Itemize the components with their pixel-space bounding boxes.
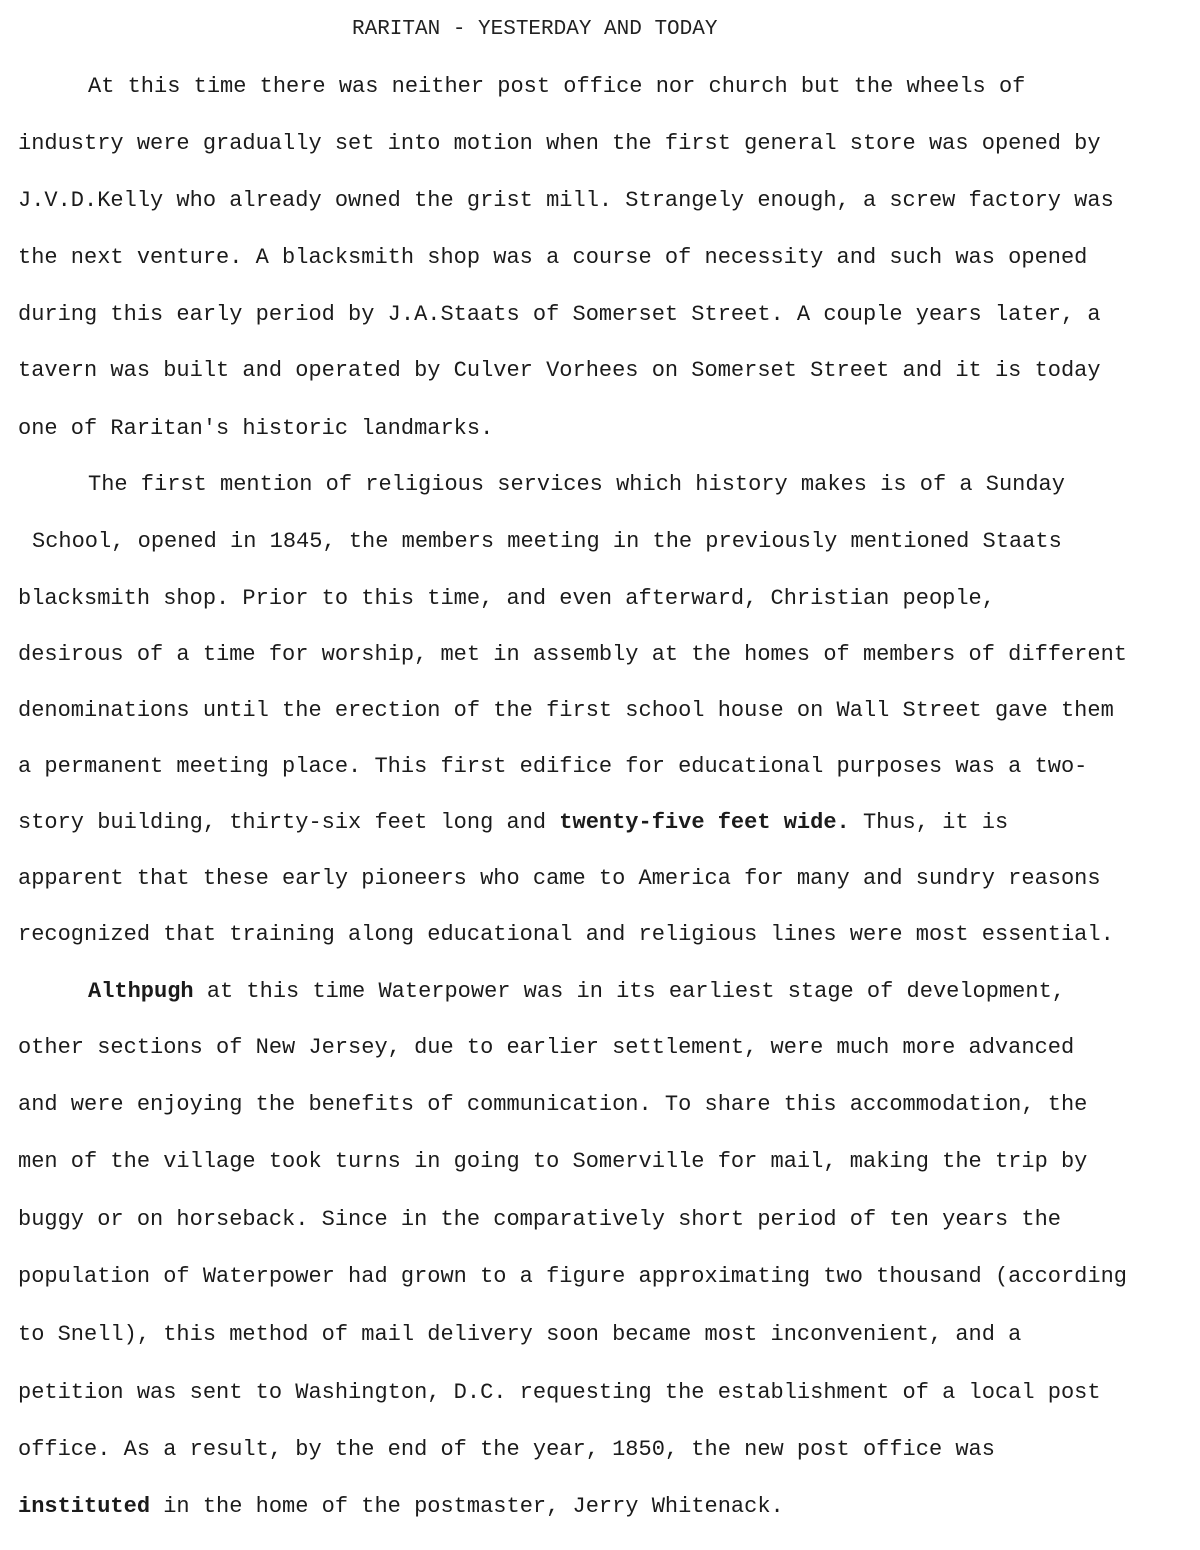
text-line: and were enjoying the benefits of communication. To share this accommodation, the [18,1092,1088,1117]
text-line [18,1492,784,1522]
page-title: RARITAN - YESTERDAY AND TODAY [352,18,718,41]
text-line: other sections of New Jersey, due to earlier settlement, were much more advanced [18,1035,1075,1060]
text-line: office. As a result, by the end of the year, 1850, the new post office was [18,1437,995,1462]
text-segment: story building, thirty-six feet long and [18,810,547,835]
text-line: tavern was built and operated by Culver Vorhees on Somerset Street and it is today [18,358,1101,383]
text-line: the next venture. A blacksmith shop was a course of necessity and such was opened [18,245,1088,270]
text-line: a permanent meeting place. This first edifice for educational purposes was a two- [18,754,1088,779]
text-line: The first mention of religious services which history makes is of a Sunday [88,472,1065,497]
text-line: one of Raritan's historic landmarks. [18,416,494,441]
text-line: School, opened in 1845, the members meeting in the previously mentioned Staats [32,529,1062,554]
text-line: desirous of a time for worship, met in assembly at the homes of members of different [18,642,1127,667]
bold-text-segment: twenty-five feet wide. [559,810,850,835]
text-line: petition was sent to Washington, D.C. requesting the establishment of a local post [18,1380,1101,1405]
text-segment: at this time Waterpower was in its earliest stage of development, [206,979,1065,1004]
text-line: to Snell), this method of mail delivery soon became most inconvenient, and a [18,1322,1022,1347]
text-line: J.V.D.Kelly who already owned the grist mill. Strangely enough, a screw factory was [18,188,1114,213]
text-line: industry were gradually set into motion when the first general store was opened by [18,131,1101,156]
text-line [18,808,1008,838]
text-line: during this early period by J.A.Staats of Somerset Street. A couple years later, a [18,302,1101,327]
text-line: denominations until the erection of the first school house on Wall Street gave them [18,698,1114,723]
text-line: men of the village took turns in going to Somerville for mail, making the trip by [18,1149,1088,1174]
text-line: apparent that these early pioneers who came to America for many and sundry reasons [18,866,1101,891]
text-line: population of Waterpower had grown to a figure approximating two thousand (according [18,1264,1127,1289]
bold-text-segment: Althpugh [88,979,194,1004]
text-line: buggy or on horseback. Since in the comparatively short period of ten years the [18,1207,1061,1232]
text-line: blacksmith shop. Prior to this time, and even afterward, Christian people, [18,586,995,611]
text-line: recognized that training along educational and religious lines were most essential. [18,922,1114,947]
bold-text-segment: instituted [18,1494,151,1519]
text-line [88,977,1065,1007]
text-segment: Thus, it is [862,810,1009,835]
text-segment: in the home of the postmaster, Jerry Whitenack. [163,1494,784,1519]
text-line: At this time there was neither post office nor church but the wheels of [88,74,1026,99]
